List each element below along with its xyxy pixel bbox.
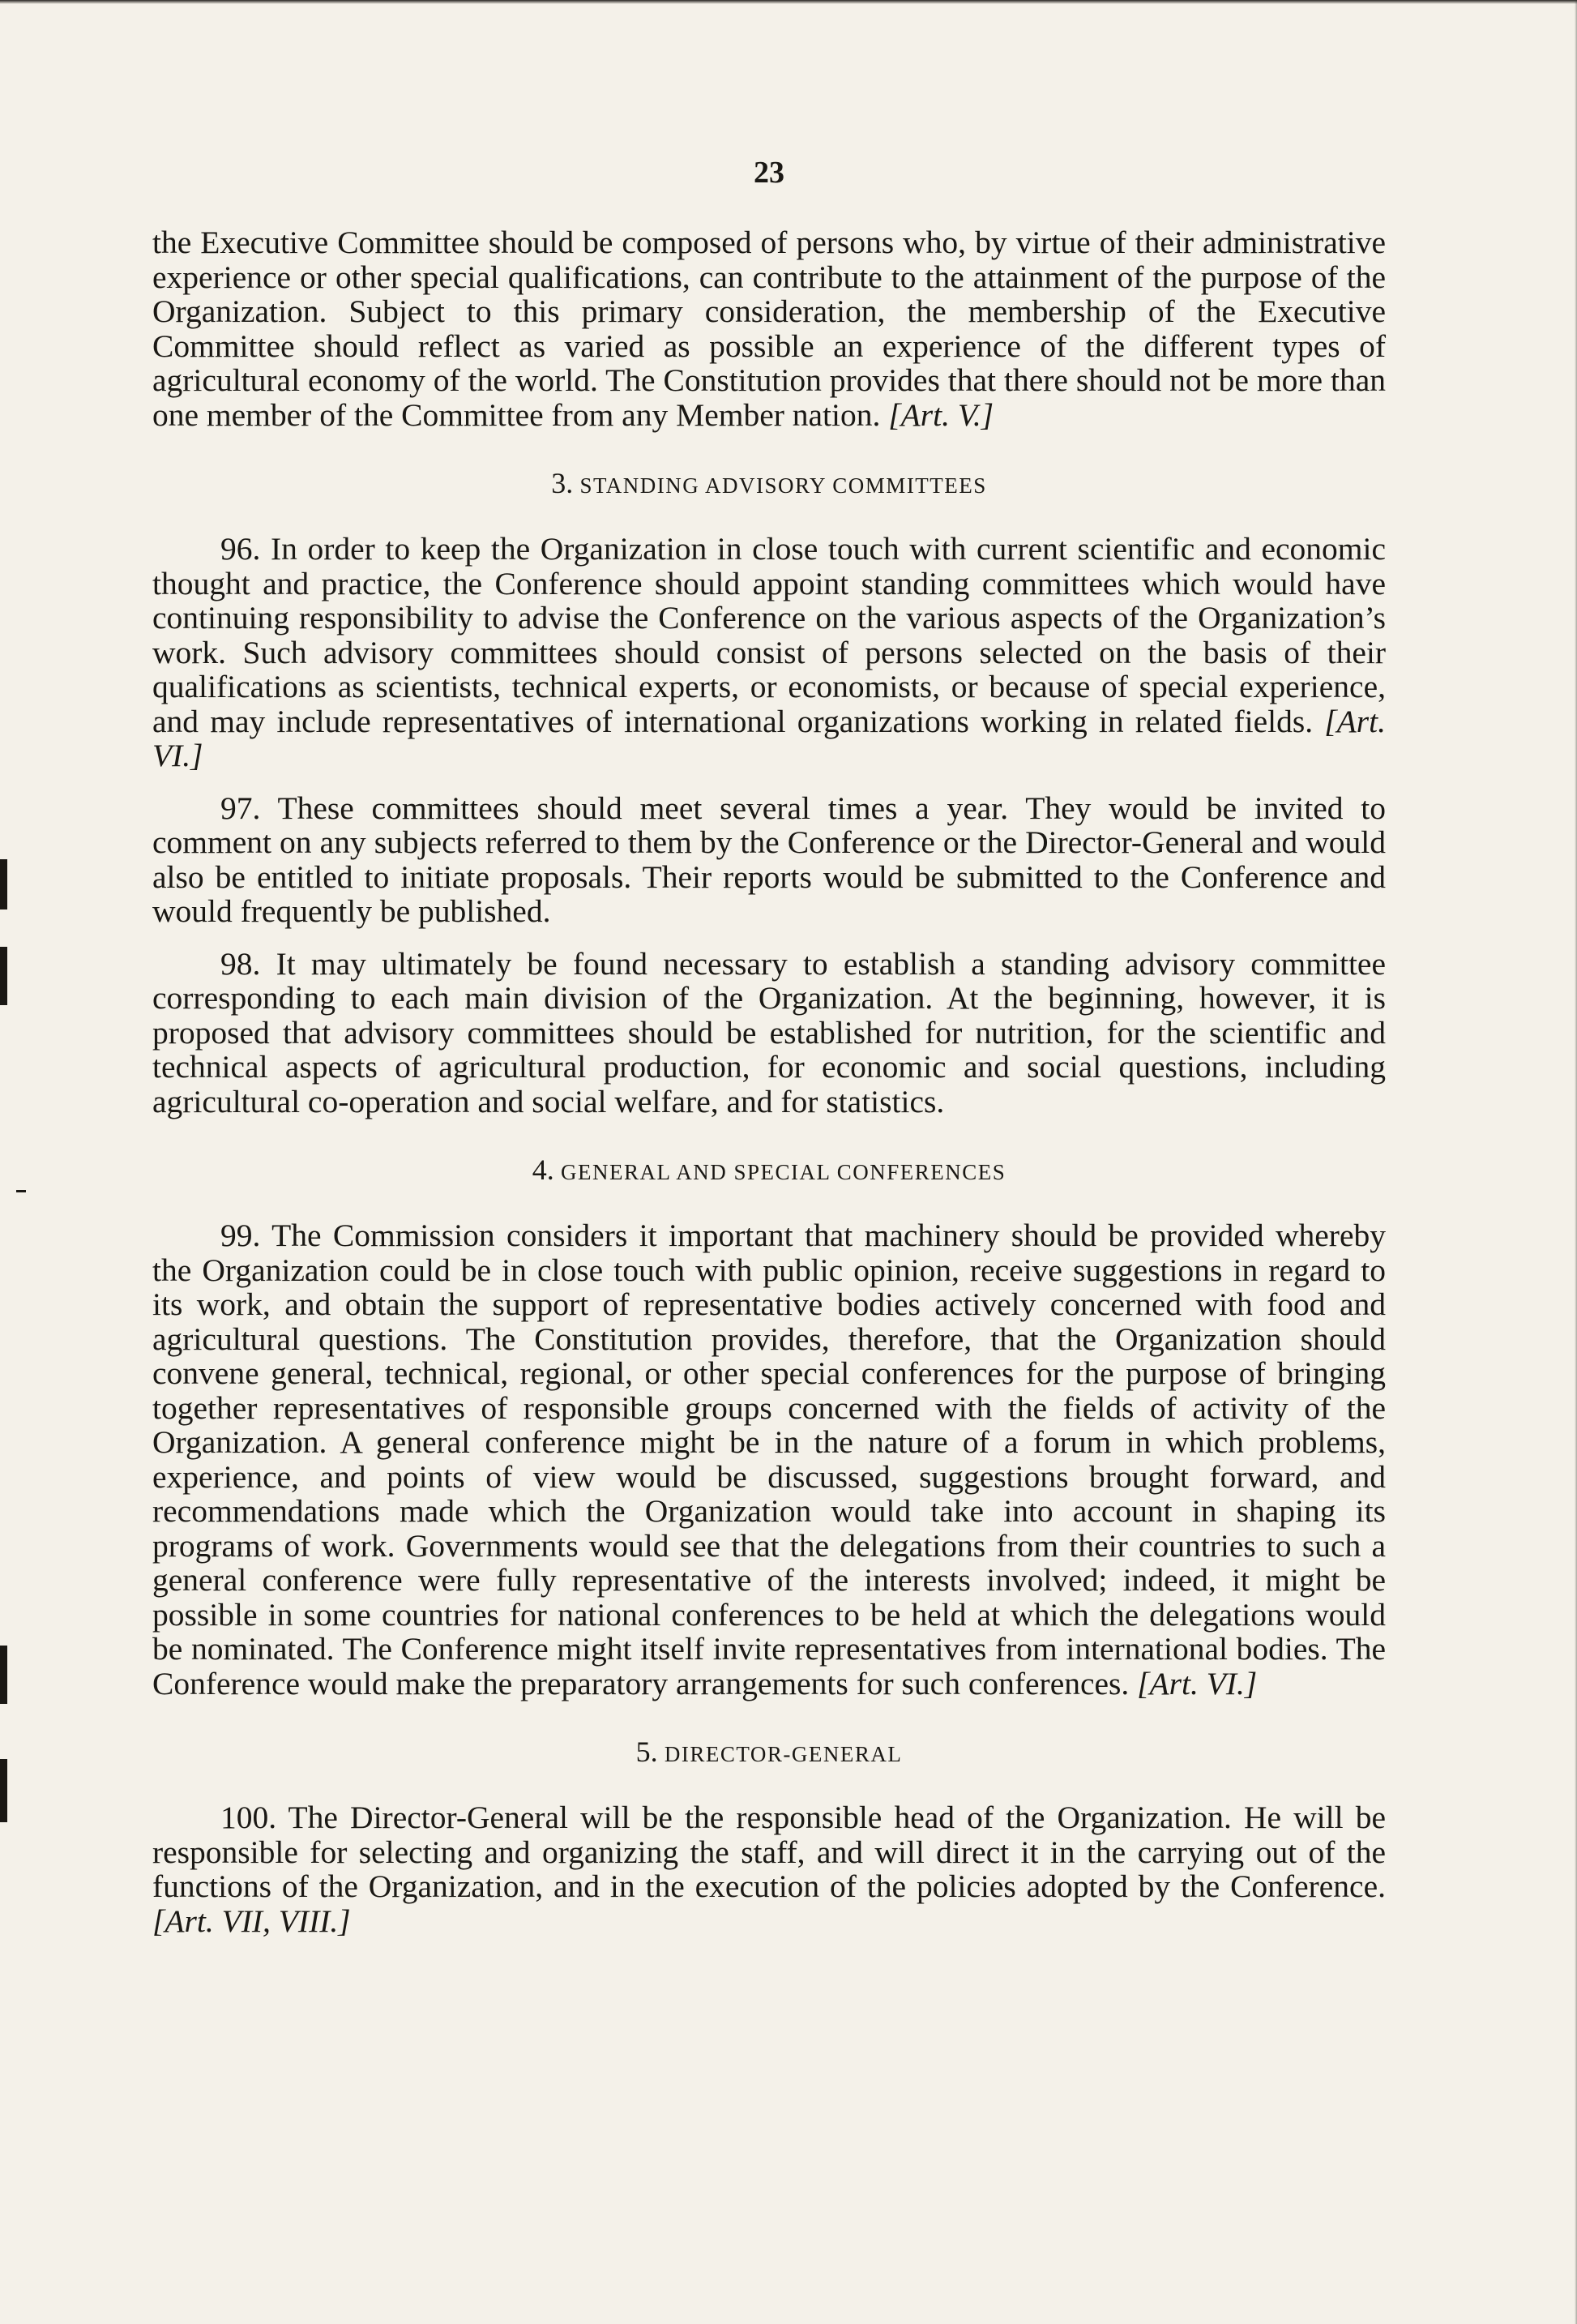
paragraph-98 [152,947,1386,1119]
article-reference: [Art. VII, VIII.] [152,1902,351,1939]
margin-mark [16,1190,26,1192]
paragraph-text: 96. In order to keep the Organization in close touch with current scientific and economic thought and practice, the Conference should appoint standing committees which would have continuing responsibility to advise the Conference on the various aspects of the Organization’s work. Such advisory committees should consist of persons selected on the basis of their qualifications as scientists, technical experts, or economists, or because of special experience, and may include representatives of international organizations working in related fields. [152,531,1386,739]
margin-mark [0,947,7,1005]
paragraph-100 [152,1800,1386,1938]
section-number: 3. [551,467,574,499]
article-reference: [Art. VI.] [152,703,1386,773]
margin-mark [0,1646,7,1704]
section-title: DIRECTOR-GENERAL [664,1742,903,1766]
paragraph-text: 97. These committees should meet several times a year. They would be invited to comment on any subjects referred to them by the Conference or the Director-General and would also be entitled to initiate proposals. Their reports would be submitted to the Conference and would frequently be published. [152,790,1386,929]
paragraph-96 [152,532,1386,773]
margin-mark [0,1759,7,1822]
paragraph-text: 98. It may ultimately be found necessary to establish a standing advisory committee corresponding to each main division of the Organization. At the beginning, however, it is proposed that advisory committees should be established for nutrition, for the scientific and technical aspects of agricultural production, for economic and social questions, including agricultural co-operation and social welfare, and for statistics. [152,945,1386,1119]
margin-mark [0,859,7,909]
section-number: 5. [635,1736,658,1768]
paragraph-99 [152,1218,1386,1701]
paragraph-text: the Executive Committee should be composed of persons who, by virtue of their administrative experience or other special qualifications, can contribute to the attainment of the purpose of the Organization. Subject to this primary consideration, the membership of the Executive Committee should reflect as varied as possible an experience of the different types of agricultural economy of the world. The Constitution provides that there should not be more than one member of the Committee from any Member nation. [152,225,1386,433]
section-title: STANDING ADVISORY COMMITTEES [579,473,987,498]
section-title: GENERAL AND SPECIAL CONFERENCES [560,1160,1006,1184]
paragraph-97 [152,791,1386,929]
section-number: 4. [532,1153,554,1186]
page-number: 23 [754,156,784,190]
paragraph-continuation [152,225,1386,432]
paragraph-text: 100. The Director-General will be the responsible head of the Organization. He will be responsible for selecting and organizing the staff, and will direct it in the carrying out of the functions of the Organization, and in the execution of the policies adopted by the Conference. [152,1800,1386,1904]
article-reference: [Art. VI.] [1137,1665,1258,1701]
section-heading-standing-advisory-committees [152,469,1386,499]
paragraph-text: 99. The Commission considers it important that machinery should be provided whereby the Organization could be in close touch with public opinion, receive suggestions in regard to its work, and obtain the support of representative bodies actively concerned with food and agricultural questions. The Constitution provides, therefore, that the Organization should convene general, technical, regional, or other special conferences for the purpose of bringing together representatives of responsible groups concerned with the fields of activity of the Organization. A general conference might be in the nature of a forum in which problems, experience, and points of view would be discussed, suggestions brought forward, and recommendations made which the Organization would take into account in shaping its programs of work. Governments would see that the delegations from their countries to such a general conference were fully representative of the interests involved; indeed, it might be possible in some countries for national conferences to be held at which the delegations would be nominated. The Conference might itself invite representatives from international bodies. The Conference would make the preparatory arrangements for such conferences. [152,1218,1386,1701]
article-reference: [Art. V.] [888,396,994,433]
section-heading-general-and-special-conferences [152,1153,1386,1186]
scan-top-edge [0,0,1577,4]
section-heading-director-general [152,1738,1386,1768]
document-page [152,154,1386,1938]
